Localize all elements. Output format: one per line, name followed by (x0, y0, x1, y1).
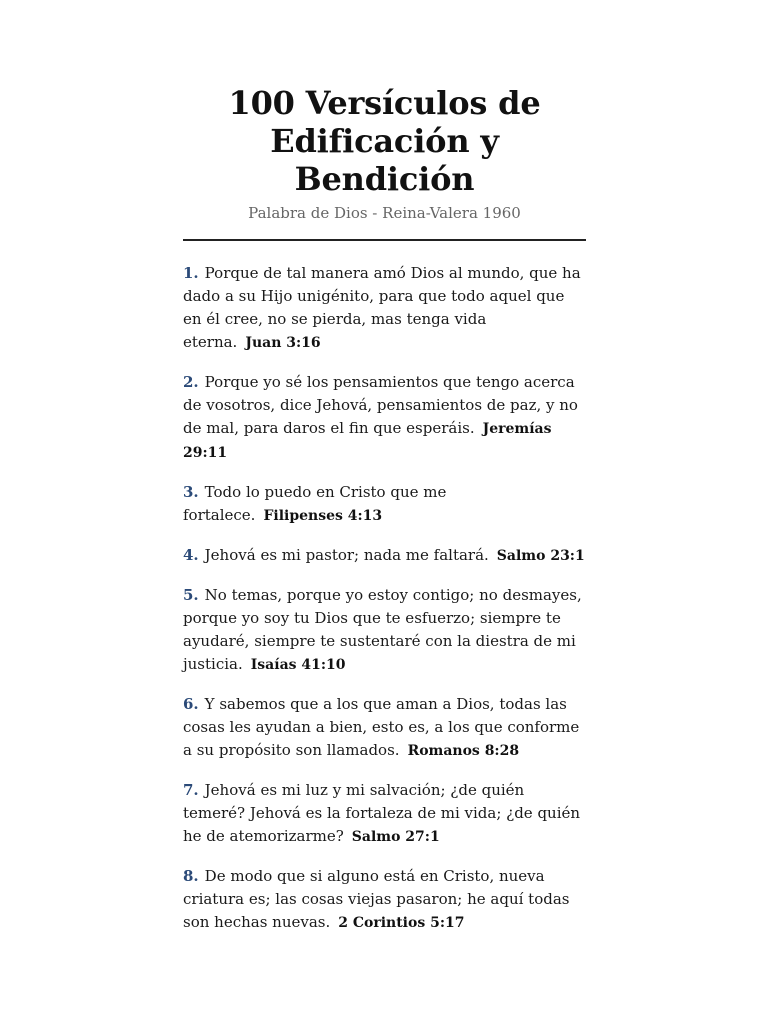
verse-number: 7. (183, 781, 199, 799)
verse-item (183, 865, 586, 935)
verse-reference: Salmo 23:1 (496, 548, 585, 564)
page-title: 100 Versículos de Edificación y Bendición (228, 84, 541, 198)
verse-reference: Isaías 41:10 (250, 657, 346, 673)
verse-item (183, 693, 586, 763)
verse-text: De modo que si alguno está en Cristo, nueva criatura es; las cosas viejas pasaron; he aquí todas son hechas nuevas. (183, 867, 570, 931)
verse-list (183, 262, 586, 935)
verse-number: 1. (183, 264, 199, 282)
verse-number: 4. (183, 546, 199, 564)
verse-item (183, 481, 586, 528)
verse-reference: 2 Corintios 5:17 (338, 915, 465, 931)
verse-reference: Juan 3:16 (245, 335, 321, 351)
verse-text: Porque de tal manera amó Dios al mundo, que ha dado a su Hijo unigénito, para que todo aquel que en él cree, no se pierda, mas tenga vida eterna. (183, 264, 581, 351)
verse-number: 3. (183, 483, 199, 501)
title-divider (183, 239, 586, 241)
verse-text: Jehová es mi luz y mi salvación; ¿de quién temeré? Jehová es la fortaleza de mi vida; ¿de quién he de atemorizarme? (183, 781, 581, 845)
verse-reference: Salmo 27:1 (351, 829, 440, 845)
verse-text: Y sabemos que a los que aman a Dios, todas las cosas les ayudan a bien, esto es, a los que conforme a su propósito son llamados. (183, 695, 580, 759)
verse-reference: Romanos 8:28 (407, 743, 520, 759)
verse-item (183, 262, 586, 355)
verse-number: 2. (183, 373, 199, 391)
verse-text: Porque yo sé los pensamientos que tengo acerca de vosotros, dice Jehová, pensamientos de paz, y no de mal, para daros el fin que esperáis. (183, 373, 578, 437)
verse-item (183, 584, 586, 677)
verse-item (183, 371, 586, 465)
verse-number: 8. (183, 867, 199, 885)
verse-number: 5. (183, 586, 199, 604)
verse-number: 6. (183, 695, 199, 713)
page-subtitle: Palabra de Dios - Reina-Valera 1960 (248, 204, 521, 222)
verse-reference: Jeremías 29:11 (183, 421, 552, 461)
verse-item (183, 779, 586, 849)
verse-item (183, 544, 586, 568)
verse-text: No temas, porque yo estoy contigo; no desmayes, porque yo soy tu Dios que te esfuerzo; siempre te ayudaré, siempre te sustentaré con la diestra de mi justicia. (183, 586, 582, 673)
verse-text: Todo lo puedo en Cristo que me fortalece. (183, 483, 447, 524)
verse-reference: Filipenses 4:13 (263, 508, 383, 524)
document-page (183, 84, 586, 951)
verse-text: Jehová es mi pastor; nada me faltará. (204, 546, 489, 564)
